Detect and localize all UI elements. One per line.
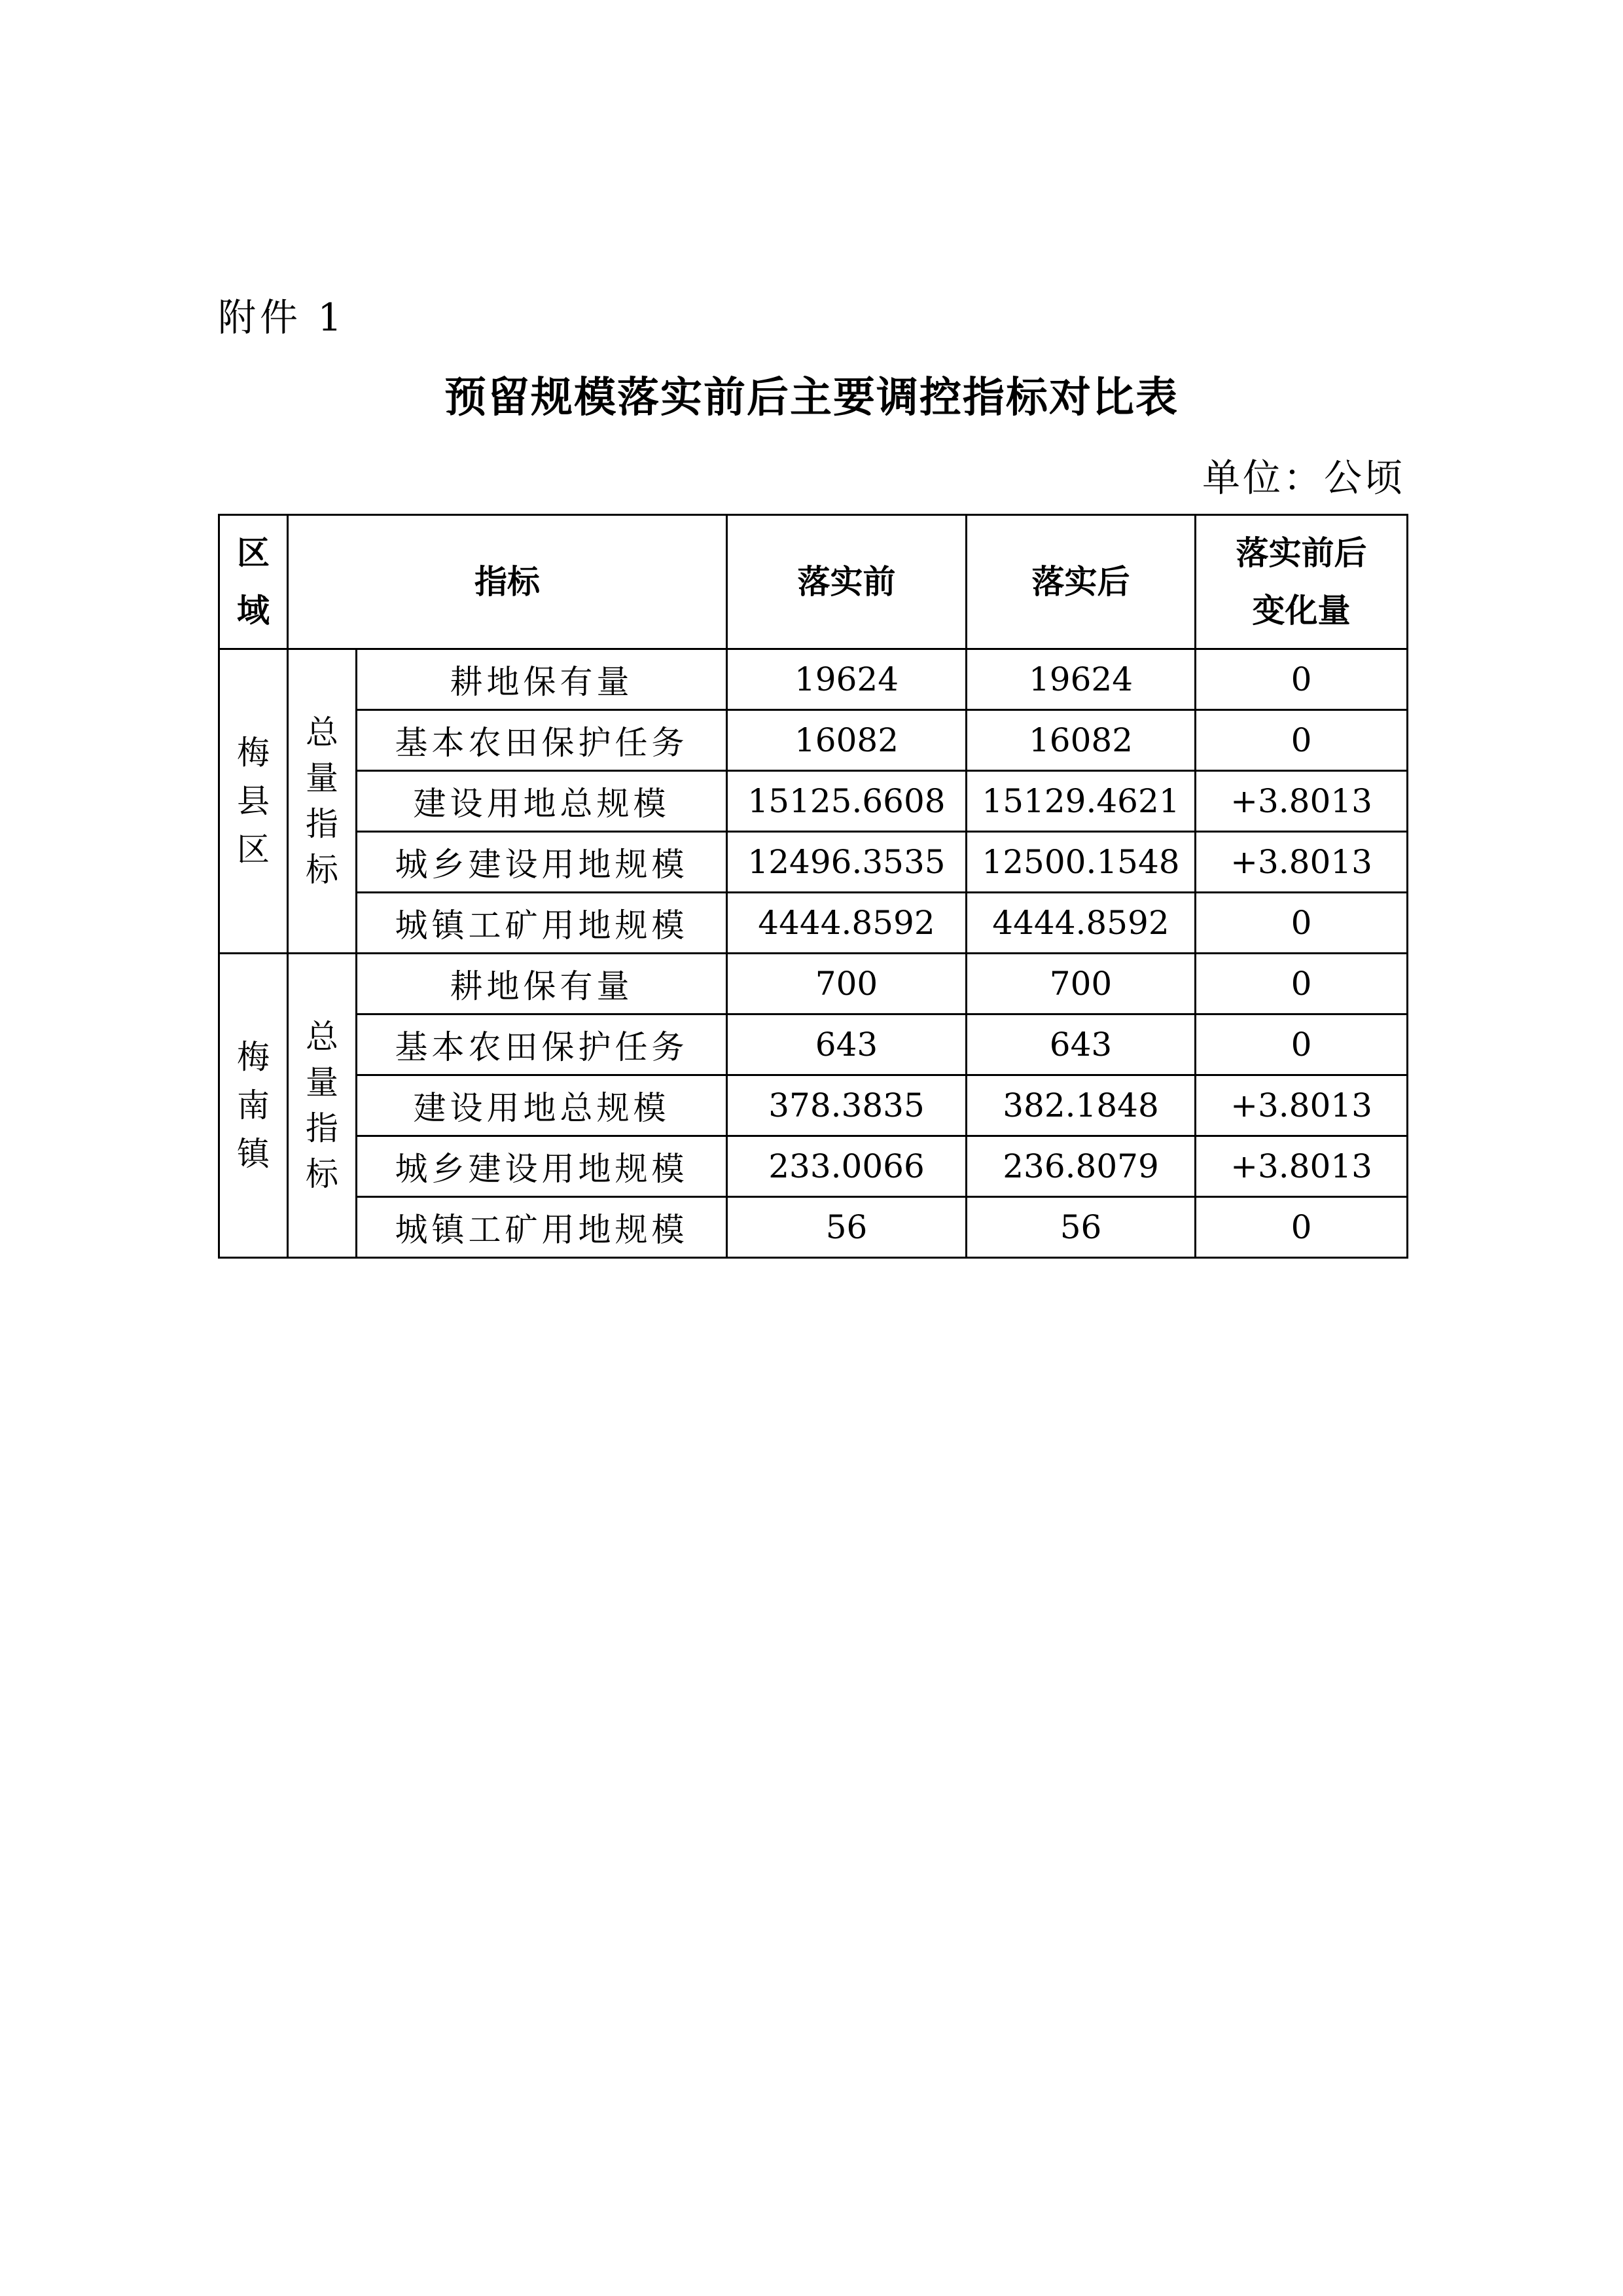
indicator-cell: 城镇工矿用地规模 — [357, 893, 727, 954]
change-value-cell: 0 — [1196, 954, 1408, 1014]
after-value-cell: 382.1848 — [967, 1075, 1196, 1136]
after-value-cell: 4444.8592 — [967, 893, 1196, 954]
table-row — [219, 954, 1408, 1014]
change-value-cell: 0 — [1196, 1014, 1408, 1075]
indicator-cell: 基本农田保护任务 — [357, 710, 727, 771]
table-row — [219, 1014, 1408, 1075]
indicator-cell: 耕地保有量 — [357, 954, 727, 1014]
before-value-cell: 378.3835 — [727, 1075, 967, 1136]
after-value-cell: 12500.1548 — [967, 832, 1196, 893]
before-value-cell: 233.0066 — [727, 1136, 967, 1197]
before-value-cell: 643 — [727, 1014, 967, 1075]
before-value-cell: 700 — [727, 954, 967, 1014]
indicator-cell: 城乡建设用地规模 — [357, 832, 727, 893]
change-value-cell: +3.8013 — [1196, 1075, 1408, 1136]
indicator-cell: 城镇工矿用地规模 — [357, 1197, 727, 1258]
before-value-cell: 16082 — [727, 710, 967, 771]
table-row — [219, 771, 1408, 832]
after-value-cell: 700 — [967, 954, 1196, 1014]
change-value-cell: 0 — [1196, 710, 1408, 771]
change-value-cell: +3.8013 — [1196, 1136, 1408, 1197]
attachment-label: 附件 1 — [218, 295, 346, 340]
table-row — [219, 1197, 1408, 1258]
table-row — [219, 832, 1408, 893]
before-value-cell: 4444.8592 — [727, 893, 967, 954]
change-value-cell: +3.8013 — [1196, 832, 1408, 893]
after-value-cell: 15129.4621 — [967, 771, 1196, 832]
category-cell: 总 量 指 标 — [288, 954, 357, 1258]
header-indicator: 指标 — [288, 515, 727, 649]
change-value-cell: 0 — [1196, 649, 1408, 710]
indicator-cell: 城乡建设用地规模 — [357, 1136, 727, 1197]
before-value-cell: 12496.3535 — [727, 832, 967, 893]
before-value-cell: 15125.6608 — [727, 771, 967, 832]
header-before: 落实前 — [727, 515, 967, 649]
table-row — [219, 649, 1408, 710]
header-row — [219, 515, 1408, 649]
unit-label: 单位：公顷 — [1202, 456, 1405, 500]
region-cell: 梅 南 镇 — [219, 954, 288, 1258]
after-value-cell: 236.8079 — [967, 1136, 1196, 1197]
table-title: 预留规模落实前后主要调控指标对比表 — [444, 373, 1179, 422]
table-row — [219, 710, 1408, 771]
after-value-cell: 56 — [967, 1197, 1196, 1258]
table-row — [219, 893, 1408, 954]
header-after: 落实后 — [967, 515, 1196, 649]
change-value-cell: 0 — [1196, 1197, 1408, 1258]
category-cell: 总 量 指 标 — [288, 649, 357, 954]
comparison-table — [218, 514, 1408, 1259]
indicator-cell: 建设用地总规模 — [357, 1075, 727, 1136]
header-change: 落实前后 变化量 — [1196, 515, 1408, 649]
after-value-cell: 16082 — [967, 710, 1196, 771]
indicator-cell: 基本农田保护任务 — [357, 1014, 727, 1075]
before-value-cell: 56 — [727, 1197, 967, 1258]
table-row — [219, 1136, 1408, 1197]
after-value-cell: 19624 — [967, 649, 1196, 710]
indicator-cell: 建设用地总规模 — [357, 771, 727, 832]
before-value-cell: 19624 — [727, 649, 967, 710]
after-value-cell: 643 — [967, 1014, 1196, 1075]
change-value-cell: +3.8013 — [1196, 771, 1408, 832]
indicator-cell: 耕地保有量 — [357, 649, 727, 710]
change-value-cell: 0 — [1196, 893, 1408, 954]
region-cell: 梅 县 区 — [219, 649, 288, 954]
header-region: 区 域 — [219, 515, 288, 649]
table-row — [219, 1075, 1408, 1136]
